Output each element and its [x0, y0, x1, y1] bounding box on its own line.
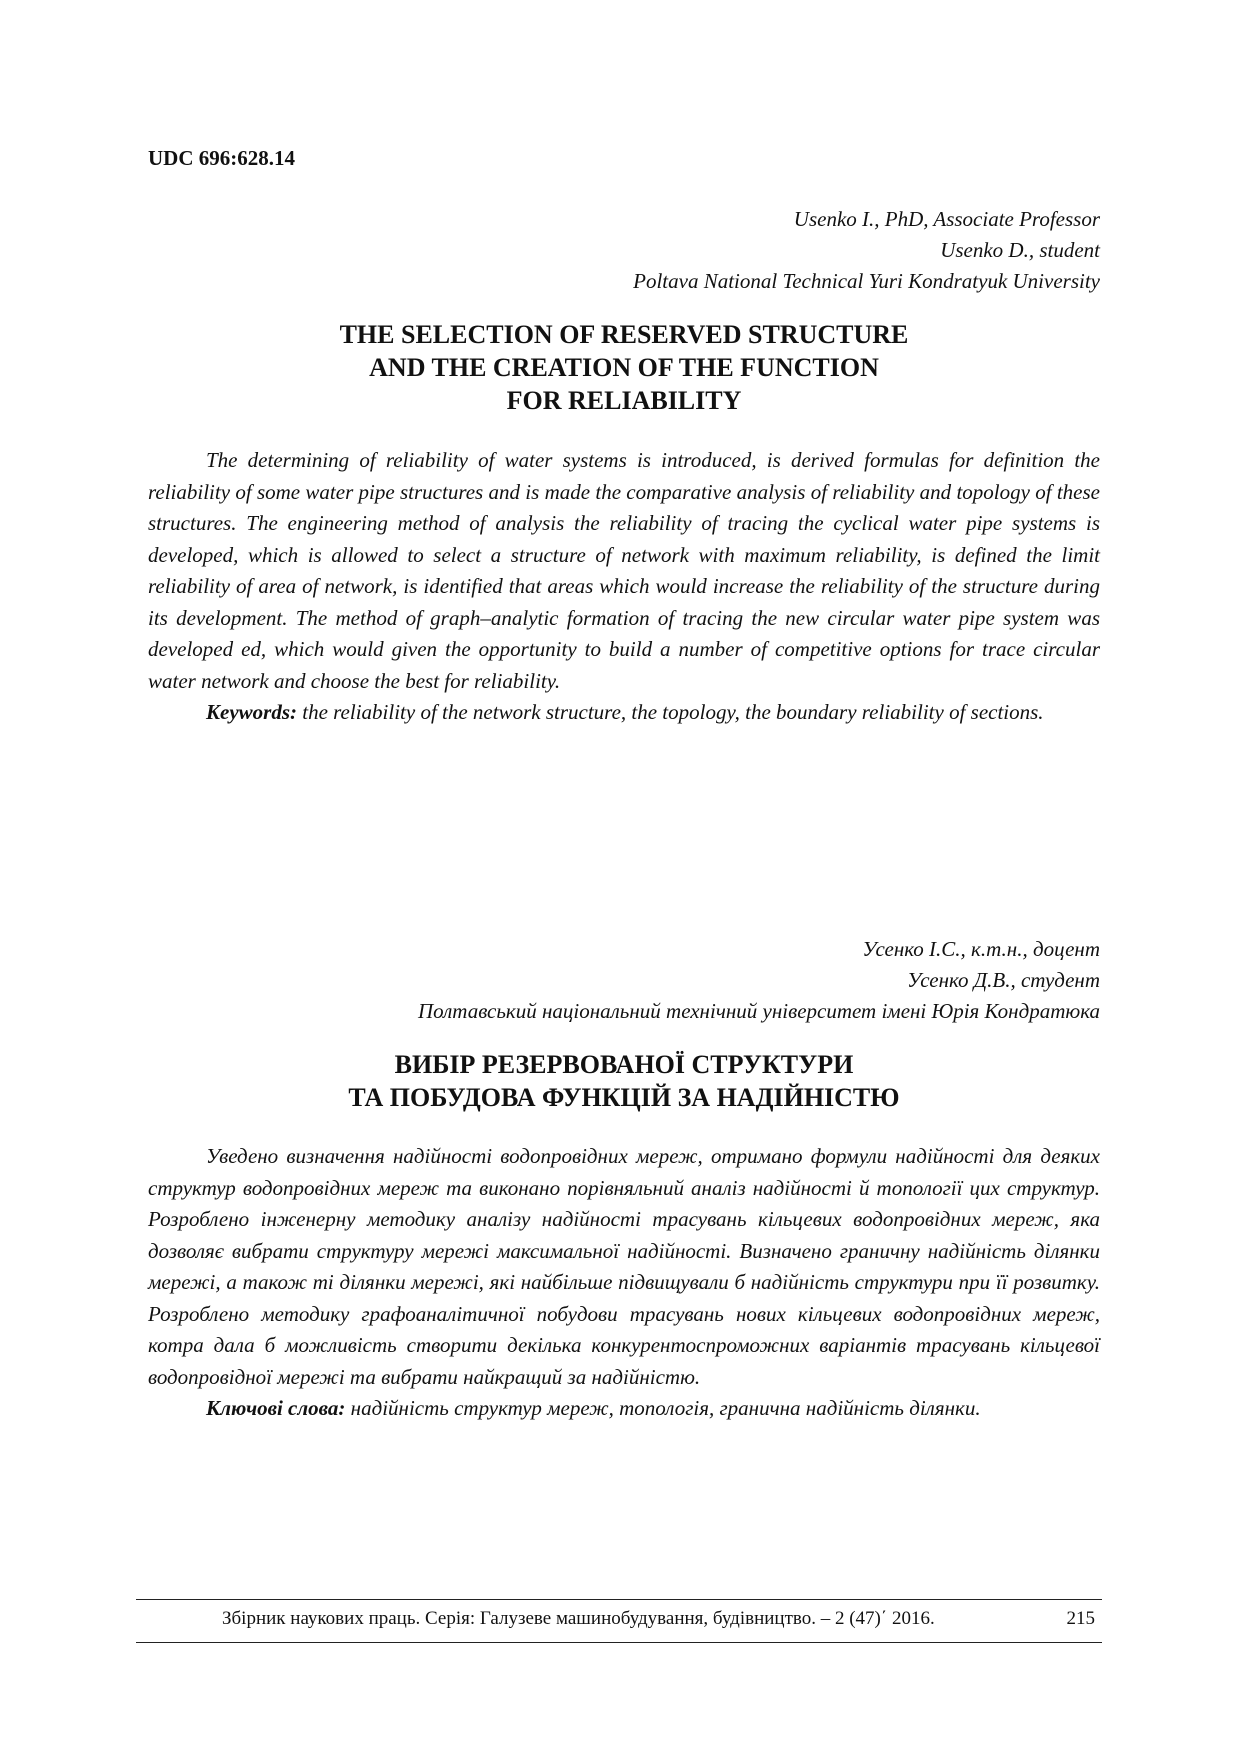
- abstract-text: Уведено визначення надійності водопровідних мереж, отримано формули надійності для деяких структур водопровідних мереж та виконано порівняльний аналіз надійності й топології цих структур. Розроблено інженерну методику аналізу надійності трасувань кільцевих водопровідних мереж, яка дозволяє вибрати структуру мережі максимальної надійності. Визначено граничну надійність ділянки мережі, а також ті ділянки мережі, які найбільше підвищували б надійність структури при її розвитку. Розроблено методику графоаналітичної побудови трасувань нових кільцевих водопровідних мереж, котра дала б можливість створити декілька конкурентоспроможних варіантів трасувань кільцевої водопровідної мережі та вибрати найкращий за надійністю.: [148, 1144, 1100, 1389]
- title-line: ВИБІР РЕЗЕРВОВАНОЇ СТРУКТУРИ: [394, 1050, 854, 1079]
- title-line: ТА ПОБУДОВА ФУНКЦІЙ ЗА НАДІЙНІСТЮ: [348, 1083, 900, 1112]
- author-line: Усенко І.С., к.т.н., доцент: [862, 937, 1100, 961]
- keywords-label: Keywords:: [206, 700, 297, 724]
- paper-title-en: [148, 318, 1100, 417]
- authors-block-en: [633, 204, 1100, 297]
- keywords-en: [148, 697, 1100, 729]
- paper-title-ua: [148, 1048, 1100, 1114]
- author-line: Usenko I., PhD, Associate Professor: [793, 207, 1100, 231]
- journal-citation: Збірник наукових праць. Серія: Галузеве машинобудування, будівництво. – 2 (47)΄ 2016.: [222, 1608, 935, 1629]
- abstract-ua: [148, 1141, 1100, 1425]
- abstract-text: The determining of reliability of water systems is introduced, is derived formulas for definition the reliability of some water pipe structures and is made the comparative analysis of reliability and topology of these structures. The engineering method of analysis the reliability of tracing the cyclical water pipe systems is developed, which is allowed to select a structure of network with maximum reliability, is defined the limit reliability of area of network, is identified that areas which would increase the reliability of the structure during its development. The method of graph–analytic formation of tracing the new circular water pipe system was developed ed, which would given the opportunity to build a number of competitive options for trace circular water network and choose the best for reliability.: [148, 448, 1100, 693]
- udc-code: UDC 696:628.14: [148, 146, 295, 170]
- keywords-text: the reliability of the network structure, the topology, the boundary reliability of sections.: [297, 700, 1044, 724]
- affiliation: Poltava National Technical Yuri Kondratyuk University: [633, 269, 1100, 293]
- title-line: THE SELECTION OF RESERVED STRUCTURE: [339, 320, 909, 349]
- title-line: AND THE CREATION OF THE FUNCTION: [369, 353, 879, 382]
- author-line: Usenko D., student: [940, 238, 1100, 262]
- affiliation: Полтавський національний технічний університет імені Юрія Кондратюка: [417, 999, 1100, 1023]
- keywords-label: Ключові слова:: [206, 1396, 346, 1420]
- authors-block-ua: [418, 934, 1100, 1027]
- keywords-ua: [148, 1393, 1100, 1425]
- page-number: 215: [1066, 1608, 1095, 1629]
- keywords-text: надійність структур мереж, топологія, гранична надійність ділянки.: [345, 1396, 981, 1420]
- title-line: FOR RELIABILITY: [506, 386, 742, 415]
- footer-divider-bottom: [136, 1642, 1102, 1643]
- abstract-en: [148, 445, 1100, 729]
- author-line: Усенко Д.В., студент: [907, 968, 1100, 992]
- footer-divider-top: [136, 1599, 1102, 1600]
